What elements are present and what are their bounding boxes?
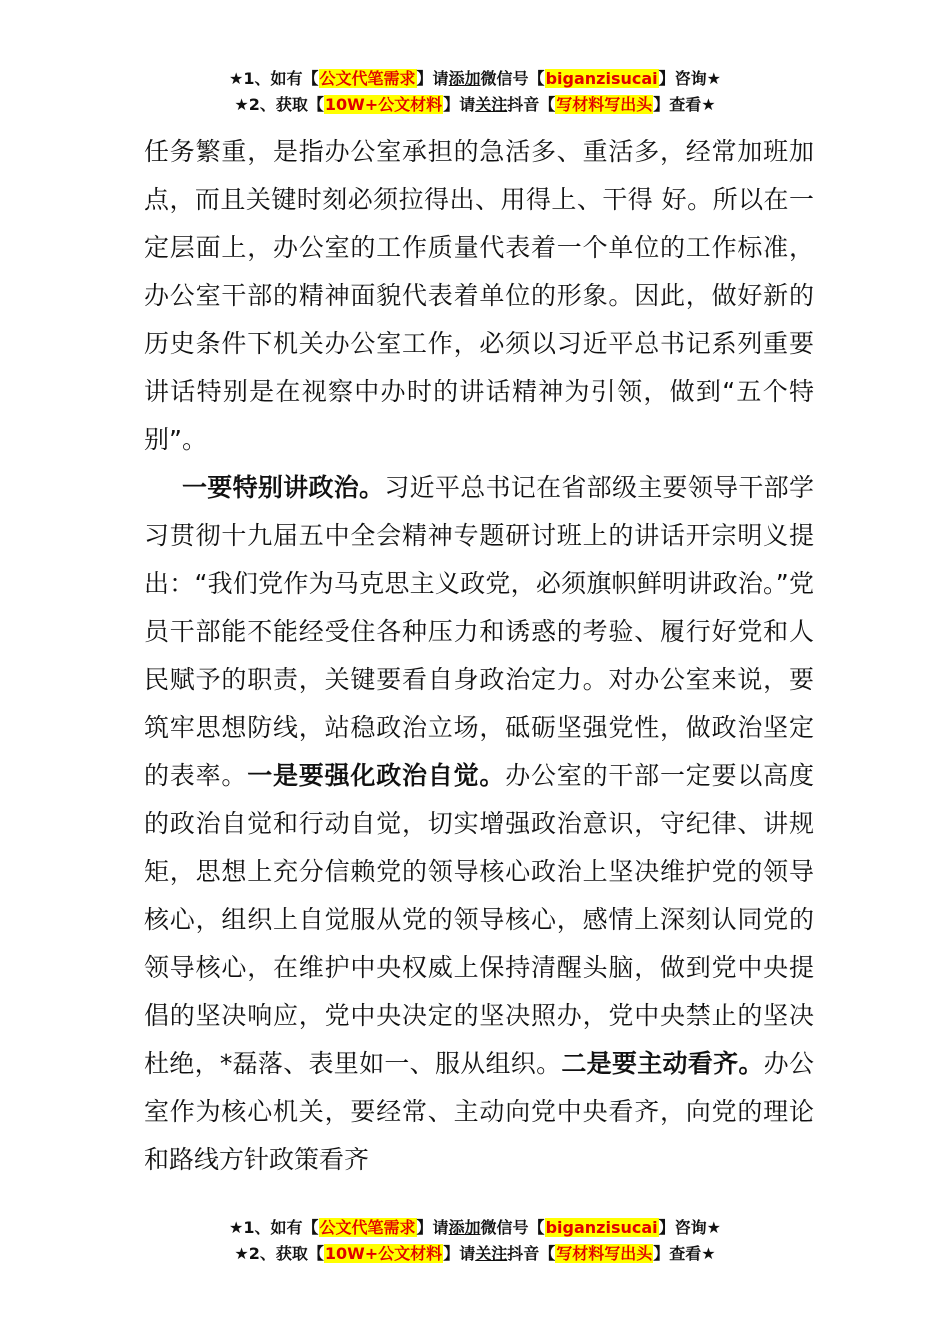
paragraph-2: 一要特别讲政治。习近平总书记在省部级主要领导干部学习贯彻十九届五中全会精神专题研讨班上的讲话开宗明义提出：“我们党作为马克思主义政党，必须旗帜鲜明讲政治。”党员干部能不能经受住各种压力和诱惑的考验、履行好党和人民赋予的职责，关键要看自身政治定力。对办公室来说，要筑牢思想防线，站稳政治立场，砥砺坚强党性，做政治坚定的表率。一是要强化政治自觉。办公室的干部一定要以高度的政治自觉和行动自觉，切实增强政治意识，守纪律、讲规矩，思想上充分信赖党的领导核心政治上坚决维护党的领导核心，组织上自觉服从党的领导核心，感情上深刻认同党的领导核心，在维护中央权威上保持清醒头脑，做到党中央提倡的坚决响应，党中央决定的坚决照办，党中央禁止的坚决杜绝，*磊落、表里如一、服从组织。二是要主动看齐。办公室作为核心机关，要经常、主动向党中央看齐，向党的理论和路线方针政策看齐 bbox=[144, 473, 814, 1174]
banner-line-2: ★2、获取【10W+公文材料】请关注抖音【写材料写出头】查看★ bbox=[234, 1244, 716, 1263]
highlight-service: 公文代笔需求 bbox=[319, 69, 416, 88]
highlight-douyin: 写材料写出头 bbox=[556, 95, 653, 114]
banner-line-1: ★1、如有【公文代笔需求】请添加微信号【biganzisucai】咨询★ bbox=[229, 69, 721, 88]
highlight-materials: 10W+公文材料 bbox=[324, 95, 443, 114]
highlight-wechat-id: biganzisucai bbox=[545, 1218, 658, 1237]
heading-political-awareness: 一是要强化政治自觉。 bbox=[247, 761, 506, 790]
banner-line-2: ★2、获取【10W+公文材料】请关注抖音【写材料写出头】查看★ bbox=[234, 95, 716, 114]
banner-line-1: ★1、如有【公文代笔需求】请添加微信号【biganzisucai】咨询★ bbox=[229, 1218, 721, 1237]
highlight-douyin: 写材料写出头 bbox=[556, 1244, 653, 1263]
footer-banner bbox=[0, 1215, 950, 1267]
header-banner bbox=[0, 66, 950, 118]
highlight-materials: 10W+公文材料 bbox=[324, 1244, 443, 1263]
highlight-service: 公文代笔需求 bbox=[319, 1218, 416, 1237]
heading-align: 二是要主动看齐。 bbox=[561, 1049, 764, 1078]
paragraph-1: 任务繁重，是指办公室承担的急活多、重活多，经常加班加点，而且关键时刻必须拉得出、用得上、干得 好。所以在一定层面上，办公室的工作质量代表着一个单位的工作标准，办公室干部的精神面貌代表着单位的形象。因此，做好新的历史条件下机关办公室工作，必须以习近平总书记系列重要讲话特别是在视察中办时的讲话精神为引领，做到“五个特别”。 bbox=[144, 137, 814, 454]
heading-politics: 一要特别讲政治。 bbox=[182, 473, 385, 502]
document-body bbox=[144, 128, 814, 1184]
highlight-wechat-id: biganzisucai bbox=[545, 69, 658, 88]
